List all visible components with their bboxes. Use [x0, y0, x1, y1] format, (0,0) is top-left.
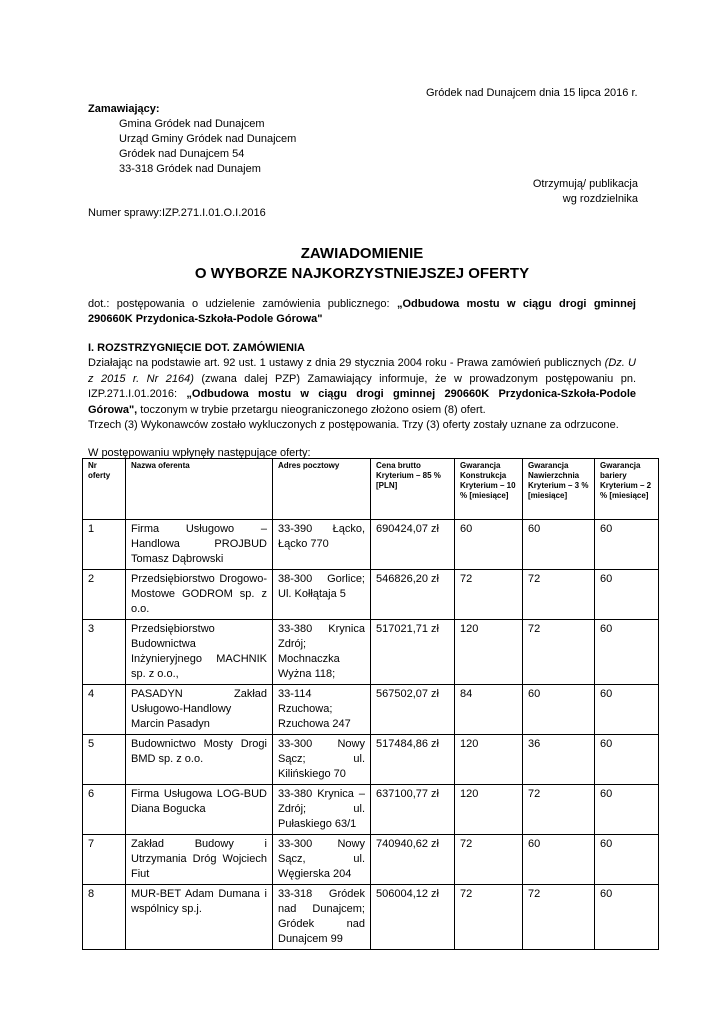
- address-line: Gmina Gródek nad Dunajcem: [119, 118, 265, 130]
- cell-warranty-barrier: 60: [595, 620, 659, 685]
- document-title: [0, 244, 724, 284]
- cell-name: Zakład Budowy i Utrzymania Dróg Wojciech Fiut: [126, 835, 273, 885]
- ordering-party-label: Zamawiający:: [88, 103, 160, 115]
- cell-name: PASADYN Zakład Usługowo-Handlowy Marcin Pasadyn: [126, 685, 273, 735]
- recipients-line: wg rozdzielnika: [562, 193, 638, 205]
- cell-price: 637100,77 zł: [371, 785, 455, 835]
- ordering-party-address: [119, 117, 296, 177]
- table-row: [83, 520, 659, 570]
- cell-warranty-barrier: 60: [595, 685, 659, 735]
- section-heading: I. ROZSTRZYGNIĘCIE DOT. ZAMÓWIENIA: [88, 342, 305, 354]
- address-line: 33-318 Gródek nad Dunajem: [119, 163, 261, 175]
- cell-warranty-surface: 36: [523, 735, 595, 785]
- cell-price: 567502,07 zł: [371, 685, 455, 735]
- table-header-row: [83, 459, 659, 520]
- cell-warranty-barrier: 60: [595, 735, 659, 785]
- subject-prefix: dot.: postępowania o udzielenie zamówienia publicznego:: [88, 298, 397, 310]
- cell-nr: 2: [83, 570, 126, 620]
- document-date: Gródek nad Dunajcem dnia 15 lipca 2016 r.: [426, 87, 638, 99]
- offers-table: [82, 458, 659, 950]
- cell-nr: 5: [83, 735, 126, 785]
- cell-warranty-barrier: 60: [595, 520, 659, 570]
- cell-warranty-construction: 84: [455, 685, 523, 735]
- cell-warranty-surface: 72: [523, 570, 595, 620]
- table-intro: W postępowaniu wpłynęły następujące oferty:: [88, 447, 311, 459]
- table-row: [83, 620, 659, 685]
- table-row: [83, 735, 659, 785]
- title-line: O WYBORZE NAJKORZYSTNIEJSZEJ OFERTY: [194, 265, 530, 282]
- cell-nr: 6: [83, 785, 126, 835]
- cell-name: Firma Usługowa LOG-BUD Diana Bogucka: [126, 785, 273, 835]
- cell-warranty-construction: 120: [455, 620, 523, 685]
- cell-price: 506004,12 zł: [371, 885, 455, 950]
- table-row: [83, 885, 659, 950]
- cell-warranty-surface: 72: [523, 620, 595, 685]
- header-nr: Nr oferty: [83, 459, 126, 520]
- case-number: Numer sprawy:IZP.271.I.01.O.I.2016: [88, 207, 266, 219]
- cell-address: 33-300 Nowy Sącz, ul. Węgierska 204: [273, 835, 371, 885]
- legal-reference: (Dz. U z 2015 r. Nr 2164): [88, 357, 636, 385]
- cell-nr: 3: [83, 620, 126, 685]
- subject-name: „Odbudowa mostu w ciągu drogi gminnej 290660K Przydonica-Szkoła-Podole Górowa": [88, 298, 636, 325]
- cell-address: 33-380 Krynica Zdrój; Mochnaczka Wyżna 118;: [273, 620, 371, 685]
- table-row: [83, 570, 659, 620]
- cell-name: MUR-BET Adam Dumana i wspólnicy sp.j.: [126, 885, 273, 950]
- cell-price: 546826,20 zł: [371, 570, 455, 620]
- cell-warranty-barrier: 60: [595, 785, 659, 835]
- table-row: [83, 835, 659, 885]
- cell-name: Przedsiębiorstwo Drogowo-Mostowe GODROM sp. z o.o.: [126, 570, 273, 620]
- cell-warranty-barrier: 60: [595, 835, 659, 885]
- cell-warranty-barrier: 60: [595, 570, 659, 620]
- cell-nr: 7: [83, 835, 126, 885]
- cell-warranty-surface: 60: [523, 520, 595, 570]
- table-row: [83, 785, 659, 835]
- cell-warranty-construction: 120: [455, 785, 523, 835]
- cell-warranty-construction: 120: [455, 735, 523, 785]
- table-row: [83, 685, 659, 735]
- subject-paragraph: [88, 297, 636, 327]
- cell-nr: 8: [83, 885, 126, 950]
- cell-address: 33-300 Nowy Sącz; ul. Kilińskiego 70: [273, 735, 371, 785]
- cell-warranty-construction: 72: [455, 570, 523, 620]
- title-line: ZAWIADOMIENIE: [300, 245, 424, 262]
- paragraph-text: (zwana dalej PZP) Zamawiający informuje, że w prowadzonym postępowaniu pn. IZP.271.I.01.2016:: [88, 372, 637, 400]
- cell-address: 33-380 Krynica – Zdrój; ul. Pułaskiego 63/1: [273, 785, 371, 835]
- cell-address: 33-390 Łącko, Łącko 770: [273, 520, 371, 570]
- cell-warranty-barrier: 60: [595, 885, 659, 950]
- cell-warranty-surface: 60: [523, 835, 595, 885]
- header-warranty-barrier: Gwarancja bariery Kryterium – 2 % [miesiące]: [595, 459, 659, 520]
- header-address: Adres pocztowy: [273, 459, 371, 520]
- header-name: Nazwa oferenta: [126, 459, 273, 520]
- cell-name: Firma Usługowo – Handlowa PROJBUD Tomasz Dąbrowski: [126, 520, 273, 570]
- cell-name: Przedsiębiorstwo Budownictwa Inżynieryjnego MACHNIK sp. z o.o.,: [126, 620, 273, 685]
- cell-address: 33-114 Rzuchowa; Rzuchowa 247: [273, 685, 371, 735]
- cell-warranty-surface: 72: [523, 885, 595, 950]
- cell-address: 33-318 Gródek nad Dunajcem; Gródek nad Dunajcem 99: [273, 885, 371, 950]
- procurement-name: „Odbudowa mostu w ciągu drogi gminnej 290660K Przydonica-Szkoła-Podole Górowa",: [88, 388, 636, 416]
- cell-price: 517021,71 zł: [371, 620, 455, 685]
- cell-address: 38-300 Gorlice; Ul. Kołłątaja 5: [273, 570, 371, 620]
- section-decision: [88, 341, 636, 434]
- cell-warranty-construction: 72: [455, 835, 523, 885]
- header-warranty-construction: Gwarancja Konstrukcja Kryterium – 10 % [miesiące]: [455, 459, 523, 520]
- cell-nr: 4: [83, 685, 126, 735]
- cell-price: 517484,86 zł: [371, 735, 455, 785]
- cell-warranty-construction: 60: [455, 520, 523, 570]
- cell-price: 740940,62 zł: [371, 835, 455, 885]
- cell-warranty-surface: 72: [523, 785, 595, 835]
- paragraph-text: Działając na podstawie art. 92 ust. 1 ustawy z dnia 29 stycznia 2004 roku - Prawa zamówień publicznych: [88, 357, 605, 369]
- address-line: Urząd Gminy Gródek nad Dunajcem: [119, 133, 297, 145]
- section-paragraph: Trzech (3) Wykonawców zostało wykluczonych z postępowania. Trzy (3) oferty zostały uznane za odrzucone.: [88, 419, 619, 431]
- header-warranty-surface: Gwarancja Nawierzchnia Kryterium – 3 % [miesiące]: [523, 459, 595, 520]
- cell-warranty-surface: 60: [523, 685, 595, 735]
- cell-name: Budownictwo Mosty Drogi BMD sp. z o.o.: [126, 735, 273, 785]
- recipients-line: Otrzymują/ publikacja: [532, 178, 638, 190]
- section-paragraph: [88, 356, 636, 418]
- recipients-note: [533, 177, 638, 207]
- address-line: Gródek nad Dunajcem 54: [119, 148, 245, 160]
- cell-warranty-construction: 72: [455, 885, 523, 950]
- cell-price: 690424,07 zł: [371, 520, 455, 570]
- header-price: Cena brutto Kryterium – 85 % [PLN]: [371, 459, 455, 520]
- cell-nr: 1: [83, 520, 126, 570]
- paragraph-text: toczonym w trybie przetargu nieograniczonego złożono osiem (8) ofert.: [137, 403, 486, 416]
